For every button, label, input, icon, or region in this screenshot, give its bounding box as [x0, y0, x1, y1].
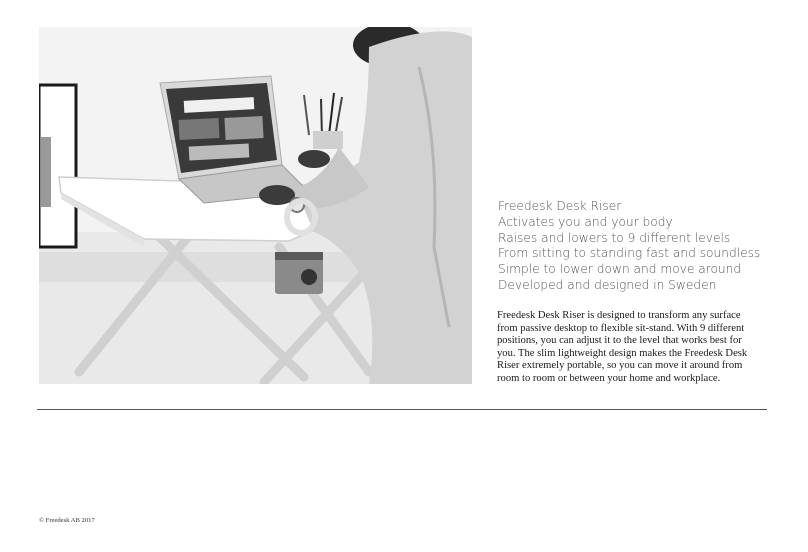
divider: [37, 409, 767, 410]
feature-list: [498, 199, 788, 294]
mini-box: [275, 252, 323, 294]
feature-item: From sitting to standing fast and soundless: [498, 246, 761, 261]
product-photo: [39, 27, 472, 384]
feature-item: Activates you and your body: [498, 214, 673, 229]
feature-item: Developed and designed in Sweden: [498, 277, 717, 292]
wall-frame: [39, 85, 76, 247]
description-line: positions, you can adjust it to the level that works best for: [497, 335, 742, 347]
product-description: [497, 310, 779, 386]
description-line: you. The slim lightweight design makes the Freedesk Desk: [497, 347, 748, 359]
description-line: Freedesk Desk Riser is designed to transform any surface: [497, 310, 741, 321]
description-line: from passive desktop to flexible sit-stand. With 9 different: [497, 322, 745, 334]
feature-item: Freedesk Desk Riser: [498, 199, 622, 213]
feature-item: Simple to lower down and move around: [498, 262, 742, 277]
description-line: room to room or between your home and workplace.: [497, 372, 721, 384]
feature-item: Raises and lowers to 9 different levels: [498, 230, 731, 245]
description-line: Riser extremely portable, so you can move it around from: [497, 360, 743, 372]
copyright: © Freedesk AB 2017: [39, 517, 95, 524]
